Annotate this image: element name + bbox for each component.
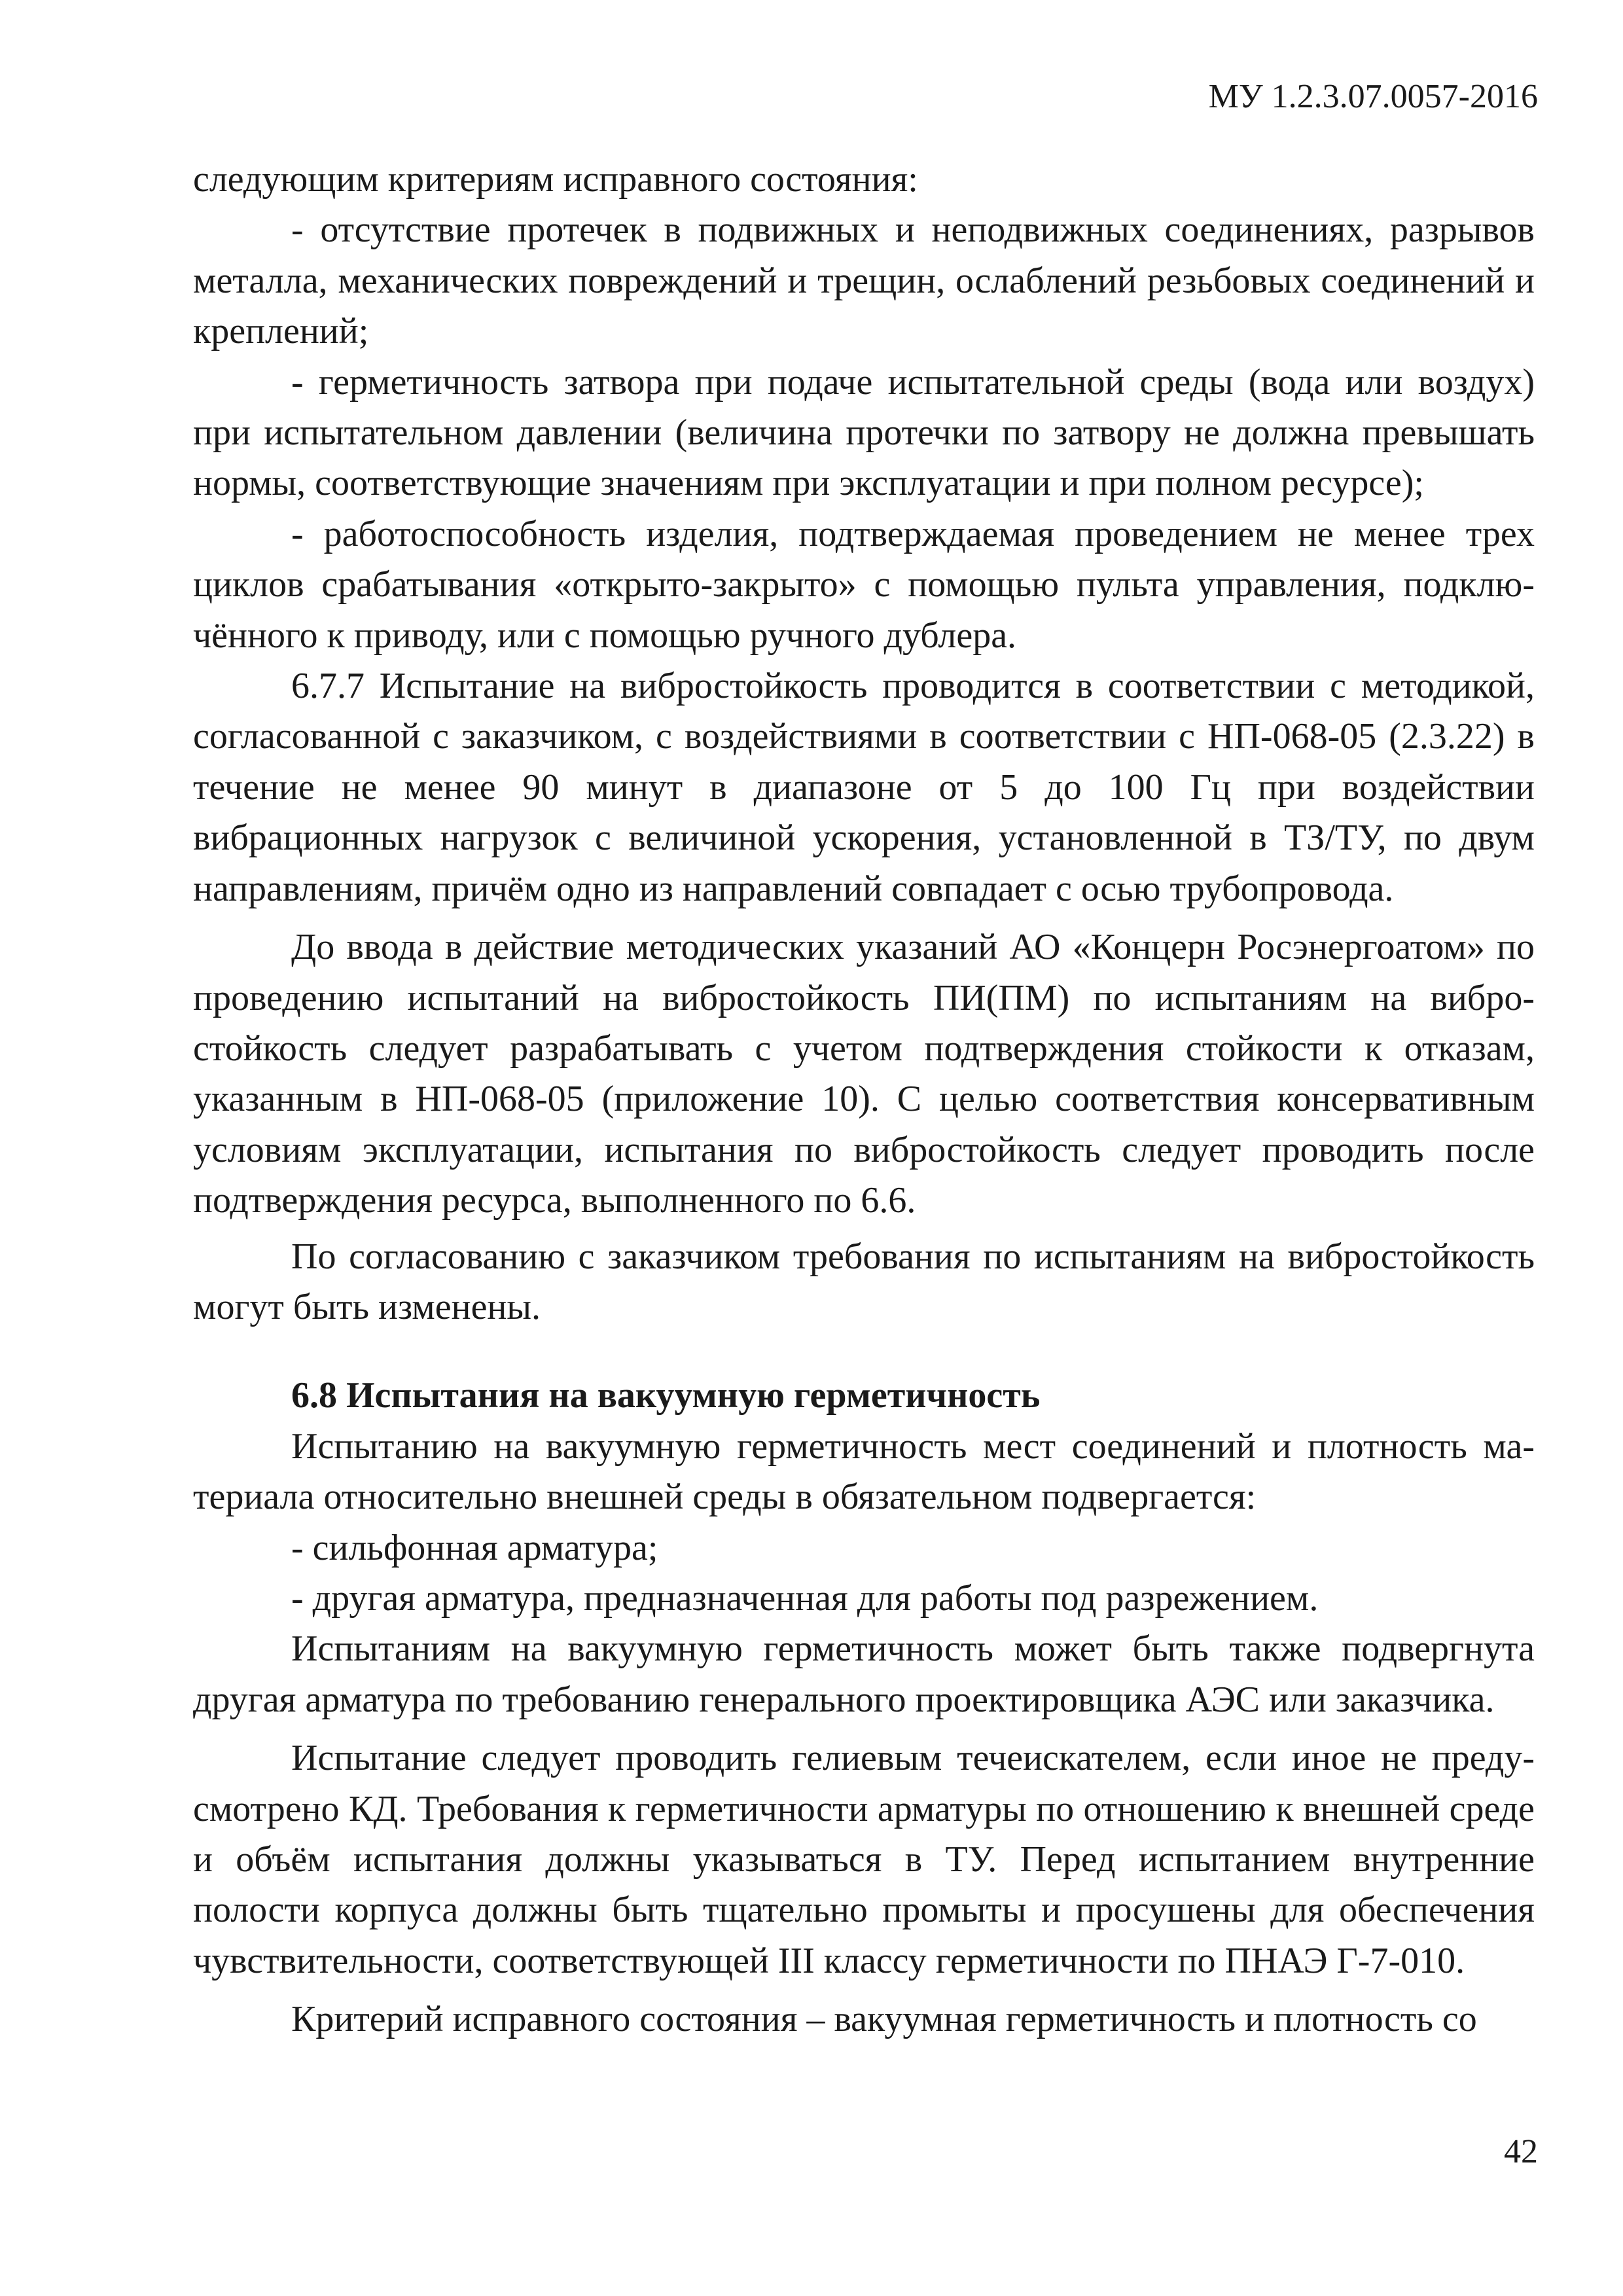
paragraph-criterion: Критерий исправного состояния – вакуумная герметичность и плотность со [291, 1999, 1477, 2040]
paragraph-optional-testing: Испытаниям на вакуумную герметичность может быть также подвергнута другая арматура по требованию генерального проектировщика АЭС или заказчика. [193, 1628, 1535, 1720]
section-heading-6-8: 6.8 Испытания на вакуумную герметичность [291, 1375, 1041, 1416]
paragraph-6-7-7: 6.7.7 Испытание на вибростойкость проводится в соответствии с методикой, согласованной с заказчиком, с воздействиями в соответствии с НП-068-05 (2.3.22) в течение не менее 90 минут в диапазоне от 5 до 100 Гц при воздействии вибрационных нагрузок с величиной ускорения, установленной в ТЗ/ТУ, по двум направлениям, причём одно из направлений совпадает с осью трубопровода. [193, 666, 1535, 909]
page-number: 42 [1504, 2133, 1538, 2170]
paragraph-methodology: До ввода в действие методических указаний АО «Концерн Росэнергоатом» по проведению испытаний на вибростойкость ПИ(ПМ) по испытаниям на вибростойкость следует разрабатывать с учетом подтверждения стойкости к отказам, указанным в НП-068-05 (приложение 10). С целью соответствия консервативным условиям эксплуатации, испытания по вибростойкость следует проводить после подтверждения ресурса, выполненного по 6.6. [193, 927, 1535, 1221]
paragraph-agreement: По согласованию с заказчиком требования по испытаниям на вибростойкость могут быть изменены. [193, 1236, 1535, 1327]
list-item-operability: - работоспособность изделия, подтверждаемая проведением не менее трех циклов срабатывания «открыто-закрыто» с помощью пульта управления, подключённого к приводу, или с помощью ручного дублера. [193, 513, 1535, 656]
body-text [193, 154, 1535, 2045]
paragraph-helium-test: Испытание следует проводить гелиевым течеискателем, если иное не предусмотрено КД. Требования к герметичности арматуры по отношению к внешней среде и объём испытания должны указываться в ТУ. Перед испытанием внутренние полости корпуса должны быть тщательно промыты и просушены для обеспечения чувствительности, соответствующей III классу герметичности по ПНАЭ Г-7-010. [193, 1738, 1535, 1981]
paragraph-vacuum-intro: Испытанию на вакуумную герметичность мест соединений и плотность материала относительно внешней среды в обязательном подвергается: [193, 1426, 1535, 1518]
list-item-other-valves: - другая арматура, предназначенная для работы под разрежением. [291, 1577, 1319, 1619]
list-item-no-leaks: - отсутствие протечек в подвижных и неподвижных соединениях, разрывов металла, механических повреждений и трещин, ослаблений резьбовых соединений и креплений; [193, 209, 1535, 352]
document-code: МУ 1.2.3.07.0057-2016 [1208, 78, 1538, 115]
paragraph-criteria-intro: следующим критериям исправного состояния: [193, 159, 918, 200]
list-item-seal-tightness: - герметичность затвора при подаче испытательной среды (вода или воздух) при испытательном давлении (величина протечки по затвору не должна превышать нормы, соответствующие значениям при эксплуатации и при полном ресурсе); [193, 361, 1535, 504]
list-item-bellows: - сильфонная арматура; [291, 1527, 658, 1568]
